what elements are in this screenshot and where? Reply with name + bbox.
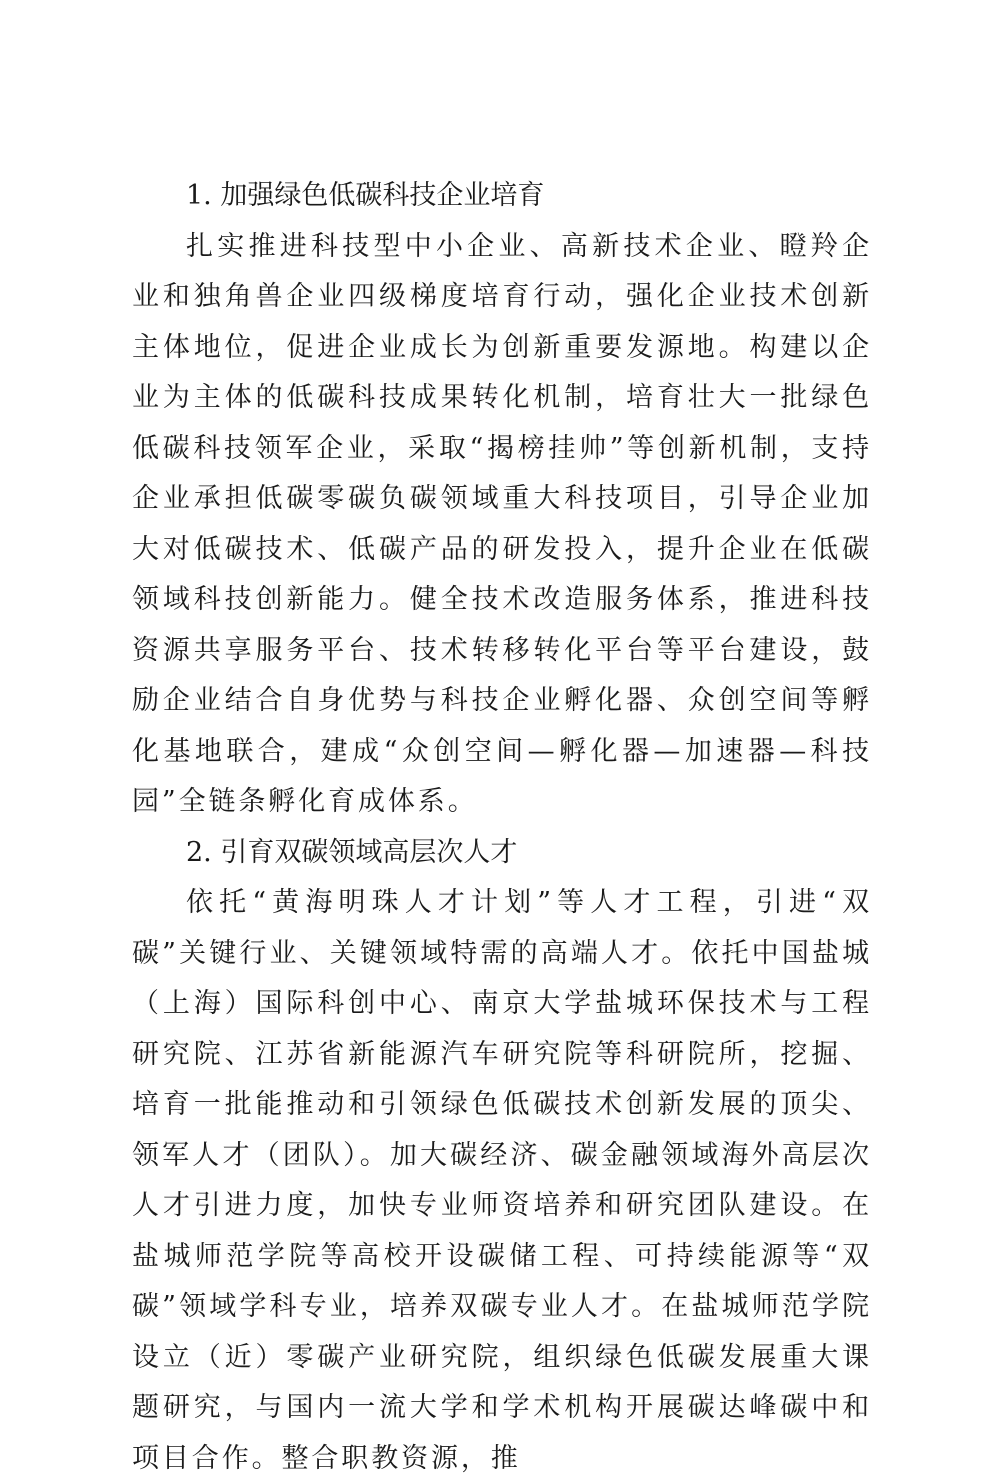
section-heading-1: 1. 加强绿色低碳科技企业培育 xyxy=(186,180,545,211)
section-paragraph-1: 扎实推进科技型中小企业、高新技术企业、瞪羚企业和独角兽企业四级梯度培育行动，强化企业技术创新主体地位，促进企业成长为创新重要发源地。构建以企业为主体的低碳科技成果转化机制，培育壮大一批绿色低碳科技领军企业，采取“揭榜挂帅”等创新机制，支持企业承担低碳零碳负碳领域重大科技项目，引导企业加大对低碳技术、低碳产品的研发投入，提升企业在低碳领域科技创新能力。健全技术改造服务体系，推进科技资源共享服务平台、技术转移转化平台等平台建设，鼓励企业结合自身优势与科技企业孵化器、众创空间等孵化基地联合，建成“众创空间—孵化器—加速器—科技园”全链条孵化育成体系。 xyxy=(132,230,872,817)
document-body xyxy=(132,171,872,1484)
section-heading-2: 2. 引育双碳领域高层次人才 xyxy=(186,836,518,868)
section-paragraph-2: 依托“黄海明珠人才计划”等人才工程，引进“双碳”关键行业、关键领域特需的高端人才。依托中国盐城（上海）国际科创中心、南京大学盐城环保技术与工程研究院、江苏省新能源汽车研究院等科研院所，挖掘、培育一批能推动和引领绿色低碳技术创新发展的顶尖、领军人才（团队）。加大碳经济、碳金融领域海外高层次人才引进力度，加快专业师资培养和研究团队建设。在盐城师范学院等高校开设碳储工程、可持续能源等“双碳”领域学科专业，培养双碳专业人才。在盐城师范学院设立（近）零碳产业研究院，组织绿色低碳发展重大课题研究，与国内一流大学和学术机构开展碳达峰碳中和项目合作。整合职教资源，推 xyxy=(132,887,872,1474)
